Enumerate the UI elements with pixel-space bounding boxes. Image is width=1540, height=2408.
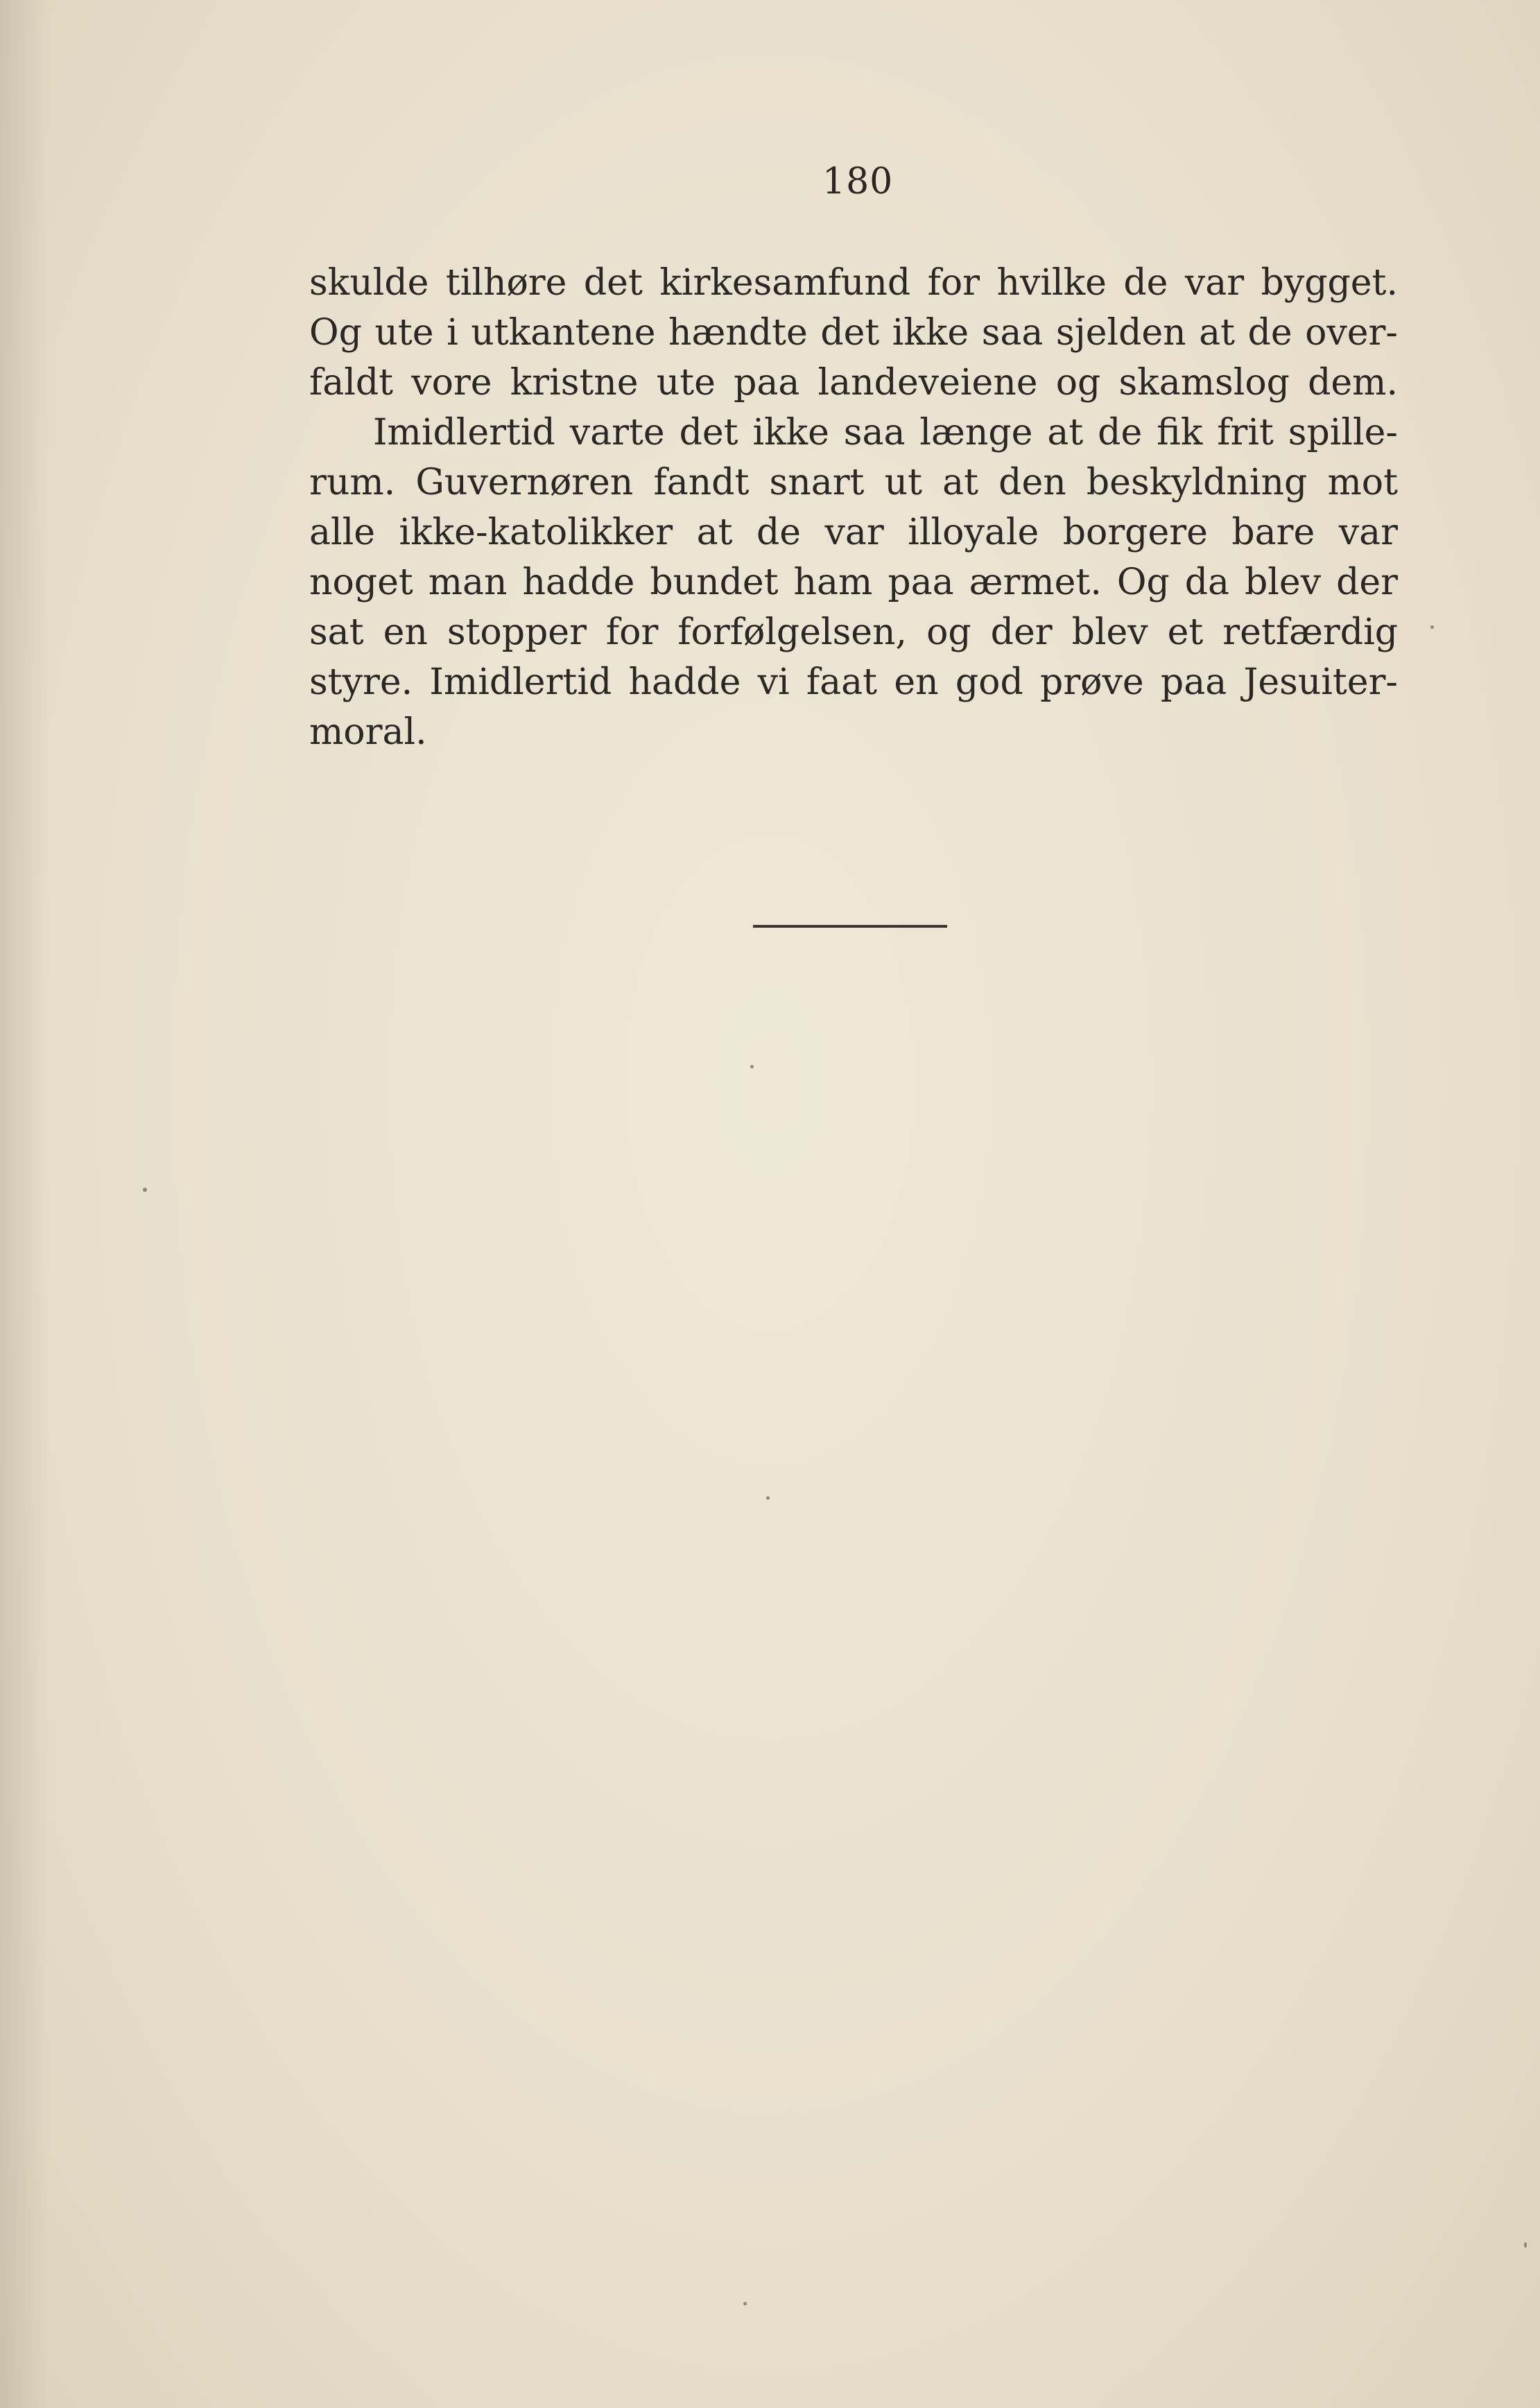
- paper-speck: [766, 1496, 770, 1500]
- text-line: faldt vore kristne ute paa landeveiene og skamslog dem.: [309, 362, 1398, 404]
- paper-speck: [1524, 2242, 1527, 2248]
- text-line: styre. Imidlertid hadde vi faat en god prøve paa Jesuiter-: [309, 661, 1398, 703]
- text-line: sat en stopper for forfølgelsen, og der blev et retfærdig: [309, 612, 1398, 653]
- text-line: rum. Guvernøren fandt snart ut at den beskyldning mot: [309, 462, 1398, 503]
- paper-speck: [743, 2302, 747, 2305]
- body-text: [309, 258, 1398, 757]
- paper-speck: [750, 1065, 754, 1068]
- text-line: Imidlertid varte det ikke saa længe at de fik frit spille-: [373, 412, 1398, 453]
- text-line: noget man hadde bundet ham paa ærmet. Og da blev der: [309, 562, 1398, 603]
- paper-speck: [1430, 625, 1434, 629]
- text-line: Og ute i utkantene hændte det ikke saa sjelden at de over-: [309, 312, 1398, 354]
- section-divider-rule: [753, 925, 947, 928]
- paper-speck: [143, 1188, 147, 1192]
- text-line: alle ikke-katolikker at de var illoyale borgere bare var: [309, 512, 1398, 553]
- text-line: skulde tilhøre det kirkesamfund for hvilke de var bygget.: [309, 262, 1398, 304]
- text-line: moral.: [309, 711, 427, 753]
- page-number: 180: [822, 161, 894, 202]
- page-edge-shadow: [0, 0, 49, 2408]
